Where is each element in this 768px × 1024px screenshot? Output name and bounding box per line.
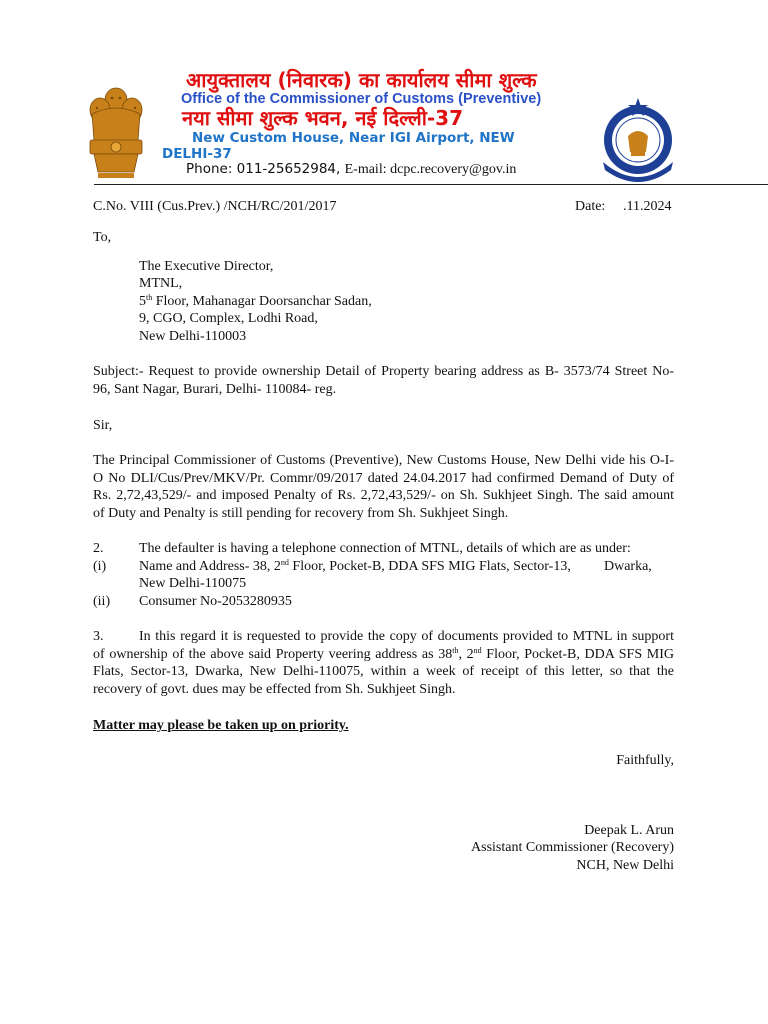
- email-address: dcpc.recovery@gov.in: [390, 162, 517, 177]
- priority-note: Matter may please be taken up on priority.: [93, 718, 349, 733]
- phone-number: Phone: 011-25652984,: [186, 161, 341, 177]
- signatory-office: NCH, New Delhi: [576, 858, 674, 873]
- salutation-to: To,: [93, 230, 112, 245]
- paragraph-2-text: The defaulter is having a telephone connection of MTNL, details of which are as under:: [139, 541, 631, 556]
- paragraph-3-number: 3.: [93, 629, 104, 644]
- closing: Faithfully,: [616, 753, 674, 768]
- greeting: Sir,: [93, 418, 113, 433]
- addressee-line1: The Executive Director,: [139, 259, 274, 274]
- signatory-name: Deepak L. Arun: [584, 823, 674, 838]
- office-name: Office of the Commissioner of Customs (Preventive): [181, 91, 542, 107]
- email-label: E-mail:: [344, 162, 387, 177]
- paragraph-1: The Principal Commissioner of Customs (Preventive), New Customs House, New Delhi vide his O-I- O No DLI/Cus/Prev/MKV/Pr. Commr/09/2017 dated 24.04.2017 had confirmed Demand of Duty of Rs. 2,72,43,529/- and imposed Penalty of Rs. 2,72,43,529/- on Sh. Sukhjeet Singh. The said amount of Duty and Penalty is still pending for recovery from Sh. Sukhjeet Singh.: [93, 453, 674, 521]
- office-address-line1: New Custom House, Near IGI Airport, NEW: [192, 130, 515, 146]
- item-2-number: (ii): [93, 594, 111, 609]
- addressee-line3: 5th Floor, Mahanagar Doorsanchar Sadan,: [139, 293, 372, 309]
- letter-date: .11.2024: [623, 199, 672, 214]
- item-1-number: (i): [93, 559, 107, 574]
- signatory-designation: Assistant Commissioner (Recovery): [471, 840, 674, 855]
- contact-line: [186, 161, 516, 178]
- item-1-text: Name and Address- 38, 2nd Floor, Pocket-B, DDA SFS MIG Flats, Sector-13,: [139, 558, 571, 574]
- hindi-office-title: आयुक्तालय (निवारक) का कार्यालय सीमा शुल्क: [186, 68, 537, 92]
- paragraph-3-line1: In this regard it is requested to provide the copy of documents provided to MTNL in support: [139, 629, 674, 644]
- addressee-line5: New Delhi-110003: [139, 329, 247, 344]
- national-emblem-logo: [80, 80, 152, 182]
- hindi-address: नया सीमा शुल्क भवन, नई दिल्ली-37: [182, 106, 464, 130]
- item-1-line2: New Delhi-110075: [139, 576, 247, 591]
- date-label: Date:: [575, 199, 606, 214]
- addressee-line4: 9, CGO, Complex, Lodhi Road,: [139, 311, 318, 326]
- office-address-line2: DELHI-37: [162, 146, 232, 162]
- item-1-end: Dwarka,: [604, 559, 652, 574]
- letterhead-divider: [94, 184, 768, 185]
- reference-number: C.No. VIII (Cus.Prev.) /NCH/RC/201/2017: [93, 199, 337, 214]
- customs-seal-logo: [593, 96, 683, 184]
- paragraph-2-number: 2.: [93, 541, 104, 556]
- addressee-line2: MTNL,: [139, 276, 183, 291]
- subject: Subject:- Request to provide ownership Detail of Property bearing address as B- 3573/74 Street No- 96, Sant Nagar, Burari, Delhi- 110084- reg.: [93, 364, 674, 397]
- paragraph-3: of ownership of the above said Property veering address as 38th, 2nd Floor, Pocket-B, DDA SFS MIG Flats, Sector-13, Dwarka, New Delhi-110075, within a week of receipt of this letter, so that the recovery of govt. dues may be effected from Sh. Sukhjeet Singh.: [93, 645, 674, 697]
- item-2-text: Consumer No-2053280935: [139, 594, 292, 609]
